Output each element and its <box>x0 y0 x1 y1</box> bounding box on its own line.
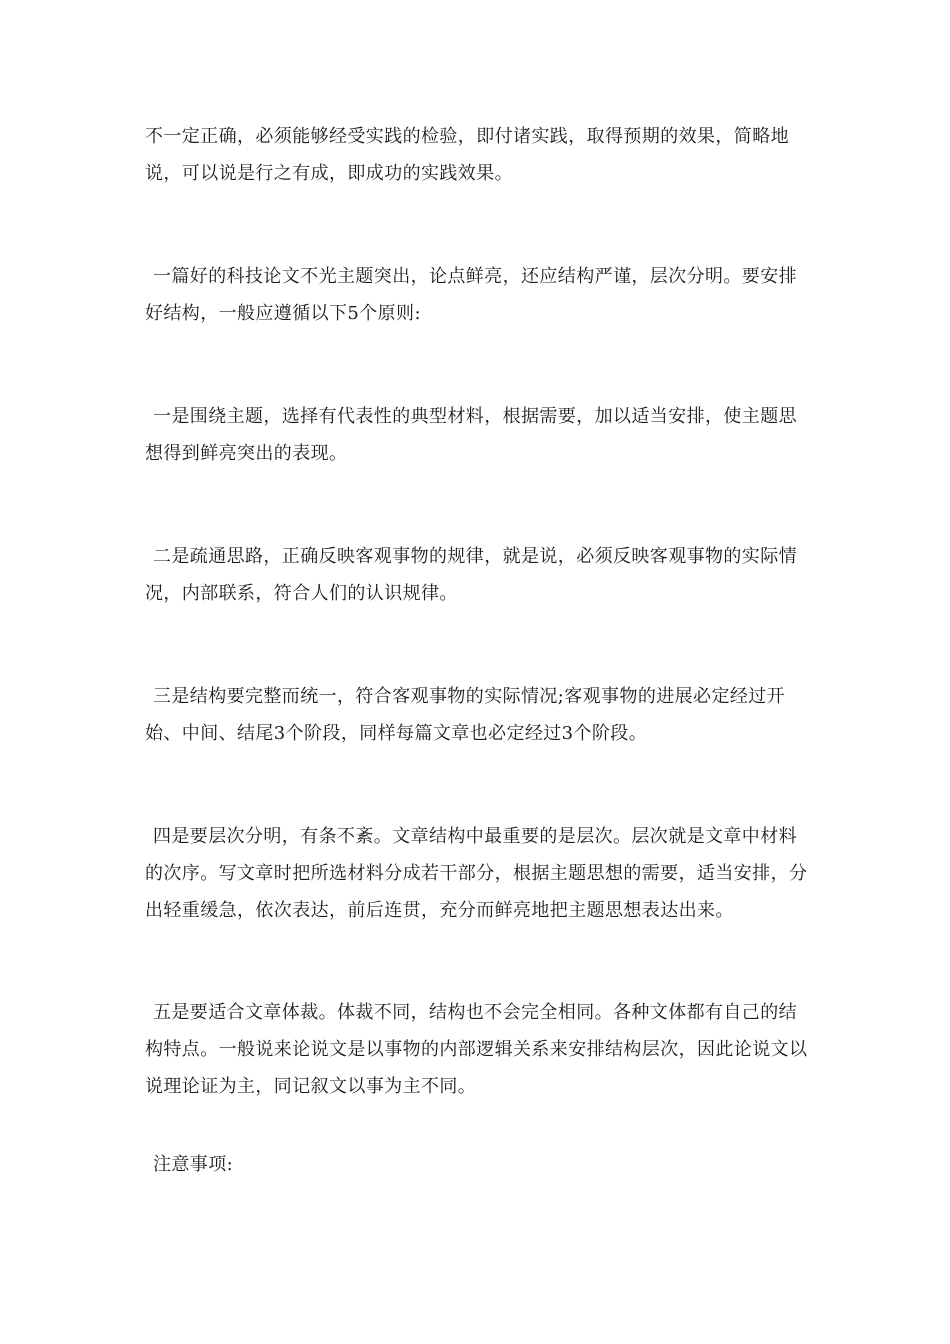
paragraph-1: 不一定正确，必须能够经受实践的检验，即付诸实践，取得预期的效果，简略地说，可以说是行之有成，即成功的实践效果。 <box>145 126 789 184</box>
paragraph-2: 一篇好的科技论文不光主题突出，论点鲜亮，还应结构严谨，层次分明。要安排好结构，一般应遵循以下5个原则: <box>145 266 797 324</box>
paragraph-3: 一是围绕主题，选择有代表性的典型材料，根据需要，加以适当安排，使主题思想得到鲜亮突出的表现。 <box>145 406 797 464</box>
paragraph-7: 五是要适合文章体裁。体裁不同，结构也不会完全相同。各种文体都有自己的结构特点。一般说来论说文是以事物的内部逻辑关系来安排结构层次，因此论说文以说理论证为主，同记叙文以事为主不同。 <box>145 1002 808 1097</box>
paragraph-4: 二是疏通思路，正确反映客观事物的规律，就是说，必须反映客观事物的实际情况，内部联系，符合人们的认识规律。 <box>145 546 797 604</box>
note-heading: 注意事项: <box>153 1154 234 1175</box>
paragraph-6: 四是要层次分明，有条不紊。文章结构中最重要的是层次。层次就是文章中材料的次序。写文章时把所选材料分成若干部分，根据主题思想的需要，适当安排，分出轻重缓急，依次表达，前后连贯，充分而鲜亮地把主题思想表达出来。 <box>145 826 808 921</box>
paragraph-5: 三是结构要完整而统一，符合客观事物的实际情况;客观事物的进展必定经过开始、中间、结尾3个阶段，同样每篇文章也必定经过3个阶段。 <box>145 686 786 744</box>
